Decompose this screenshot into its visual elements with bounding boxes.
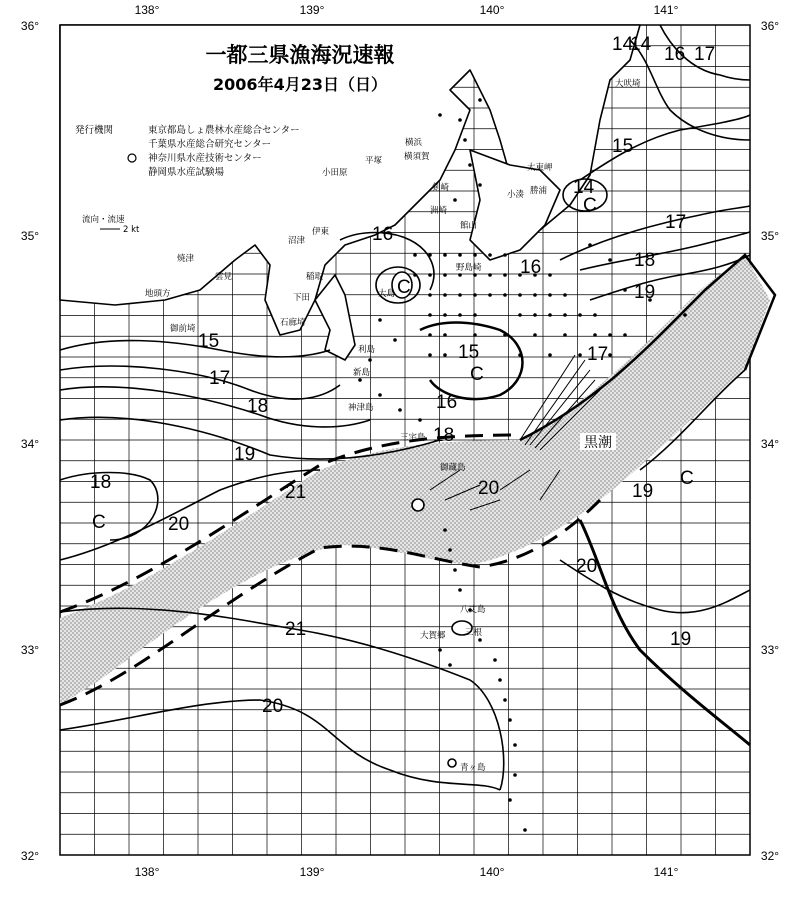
lat-label-left: 32° bbox=[20, 849, 40, 863]
station-dot bbox=[518, 313, 522, 317]
station-dot bbox=[488, 293, 492, 297]
place-label: 神津島 bbox=[348, 403, 374, 413]
station-dot bbox=[563, 293, 567, 297]
station-dot bbox=[378, 318, 382, 322]
isotherm-label: 14 bbox=[630, 34, 652, 55]
place-label: 三宅島 bbox=[400, 433, 426, 443]
station-dot bbox=[468, 163, 472, 167]
station-dot bbox=[428, 353, 432, 357]
isotherm-label: 14 bbox=[612, 34, 634, 55]
station-dot bbox=[473, 333, 477, 337]
station-dot bbox=[548, 273, 552, 277]
station-dot bbox=[608, 353, 612, 357]
place-label: 館山 bbox=[460, 221, 478, 231]
cold-water-marker: C bbox=[680, 468, 694, 489]
place-label: 伊東 bbox=[312, 227, 330, 237]
isotherm-label: 18 bbox=[634, 250, 656, 271]
station-dot bbox=[413, 253, 417, 257]
station-dot bbox=[443, 313, 447, 317]
station-dot bbox=[493, 658, 497, 662]
station-dot bbox=[478, 638, 482, 642]
station-dot bbox=[498, 678, 502, 682]
place-label: 下田 bbox=[293, 293, 311, 303]
lat-label-left: 36° bbox=[20, 19, 40, 33]
isotherm-label: 16 bbox=[436, 392, 458, 413]
map-title: 一都三県漁海況速報 bbox=[205, 43, 395, 67]
station-dot bbox=[443, 353, 447, 357]
lon-label-bottom: 141° bbox=[653, 865, 679, 879]
cold-water-marker: C bbox=[397, 277, 411, 298]
lat-label-right: 35° bbox=[760, 229, 780, 243]
isotherm-label: 15 bbox=[612, 136, 634, 157]
station-dot bbox=[443, 273, 447, 277]
place-label: 小田原 bbox=[322, 168, 348, 178]
place-label: 大吠埼 bbox=[615, 79, 641, 89]
station-dot bbox=[463, 138, 467, 142]
place-label: 八丈島 bbox=[460, 605, 486, 615]
station-dot bbox=[503, 293, 507, 297]
lat-label-right: 32° bbox=[760, 849, 780, 863]
station-dot bbox=[393, 338, 397, 342]
isotherm-label: 15 bbox=[198, 331, 220, 352]
place-label: 剣崎 bbox=[432, 183, 450, 193]
isotherm-label: 19 bbox=[670, 629, 692, 650]
station-dot bbox=[378, 393, 382, 397]
org-label: 発行機関 bbox=[75, 125, 114, 136]
lat-label-left: 33° bbox=[20, 643, 40, 657]
station-dot bbox=[428, 313, 432, 317]
station-dot bbox=[533, 333, 537, 337]
miyakejima-island bbox=[412, 499, 424, 511]
place-label: 野島崎 bbox=[456, 263, 482, 273]
place-label: 青ヶ島 bbox=[460, 763, 486, 773]
isotherm-label: 20 bbox=[168, 514, 190, 535]
place-label: 小湊 bbox=[507, 190, 525, 200]
station-dot bbox=[623, 288, 627, 292]
station-dot bbox=[398, 408, 402, 412]
station-dot bbox=[453, 568, 457, 572]
station-dot bbox=[448, 663, 452, 667]
current-legend-scale: 2 kt bbox=[123, 225, 140, 235]
isotherm-label: 16 bbox=[664, 44, 686, 65]
station-dot bbox=[443, 253, 447, 257]
station-dot bbox=[443, 333, 447, 337]
cold-water-marker: C bbox=[92, 512, 106, 533]
isotherm-label: 21 bbox=[285, 482, 307, 503]
station-dot bbox=[438, 113, 442, 117]
station-dot bbox=[428, 293, 432, 297]
station-dot bbox=[578, 353, 582, 357]
lon-label-top: 140° bbox=[479, 3, 505, 17]
station-dot bbox=[438, 648, 442, 652]
station-dot bbox=[508, 718, 512, 722]
place-label: 太東岬 bbox=[527, 163, 553, 173]
isotherm-label: 19 bbox=[234, 444, 256, 465]
isotherm-label: 16 bbox=[520, 257, 542, 278]
isotherm-label: 21 bbox=[285, 619, 307, 640]
org-tokyo: 東京都島しょ農林水産総合センター bbox=[148, 125, 300, 136]
lon-label-bottom: 140° bbox=[479, 865, 505, 879]
station-dot bbox=[608, 258, 612, 262]
place-label: 焼津 bbox=[177, 254, 195, 264]
station-dot bbox=[458, 588, 462, 592]
station-dot bbox=[488, 253, 492, 257]
lat-label-left: 35° bbox=[20, 229, 40, 243]
org-shizuoka: 静岡県水産試験場 bbox=[148, 167, 225, 178]
isotherm-label: 20 bbox=[576, 556, 598, 577]
station-dot bbox=[503, 253, 507, 257]
place-label: 御蔵島 bbox=[440, 463, 466, 473]
station-dot bbox=[523, 828, 527, 832]
isotherm-label: 18 bbox=[90, 472, 112, 493]
place-label: 横須賀 bbox=[404, 152, 430, 162]
station-dot bbox=[513, 743, 517, 747]
current-legend-label: 流向・流速 bbox=[82, 215, 125, 225]
station-dot bbox=[518, 293, 522, 297]
lon-label-top: 139° bbox=[299, 3, 325, 17]
org-kanagawa-marker-icon bbox=[128, 154, 136, 162]
org-chiba: 千葉県水産総合研究センター bbox=[148, 139, 272, 150]
station-dot bbox=[488, 273, 492, 277]
lon-label-bottom: 139° bbox=[299, 865, 325, 879]
place-label: 石廊埼 bbox=[280, 318, 306, 328]
station-dot bbox=[448, 548, 452, 552]
place-label: 勝浦 bbox=[530, 186, 548, 196]
isotherm-label: 20 bbox=[478, 478, 500, 499]
lon-label-top: 141° bbox=[653, 3, 679, 17]
lat-label-right: 33° bbox=[760, 643, 780, 657]
station-dot bbox=[548, 313, 552, 317]
station-dot bbox=[458, 253, 462, 257]
lat-label-right: 36° bbox=[760, 19, 780, 33]
station-dot bbox=[458, 293, 462, 297]
isotherm-label: 17 bbox=[209, 368, 231, 389]
station-dot bbox=[593, 333, 597, 337]
isotherm-label: 17 bbox=[665, 212, 687, 233]
aogashima-island bbox=[448, 759, 456, 767]
station-dot bbox=[473, 293, 477, 297]
isotherm-label: 17 bbox=[587, 344, 609, 365]
place-label: 地頭方 bbox=[145, 289, 171, 299]
isotherm-label: 14 bbox=[573, 177, 595, 198]
station-dot bbox=[513, 773, 517, 777]
map-date: 2006年4月23日（日） bbox=[213, 75, 387, 94]
place-label: 大賀郷 bbox=[420, 631, 446, 641]
station-dot bbox=[548, 293, 552, 297]
place-label: 稲取 bbox=[306, 272, 324, 282]
lon-label-top: 138° bbox=[134, 3, 160, 17]
station-dot bbox=[428, 253, 432, 257]
isotherm-label: 20 bbox=[262, 696, 284, 717]
station-dot bbox=[503, 698, 507, 702]
org-kanagawa: 神奈川県水産技術センター bbox=[148, 153, 262, 164]
station-dot bbox=[458, 313, 462, 317]
place-label: 新島 bbox=[353, 368, 371, 378]
place-label: 平塚 bbox=[365, 156, 383, 166]
isotherm-label: 19 bbox=[632, 481, 654, 502]
isotherm-label: 15 bbox=[458, 342, 480, 363]
cold-water-marker: C bbox=[583, 195, 597, 216]
lon-label-bottom: 138° bbox=[134, 865, 160, 879]
station-dot bbox=[473, 273, 477, 277]
kuroshio-label: 黒潮 bbox=[584, 435, 612, 451]
lat-label-right: 34° bbox=[760, 437, 780, 451]
place-label: 沼津 bbox=[288, 236, 306, 246]
station-dot bbox=[473, 253, 477, 257]
isotherm-label: 18 bbox=[433, 425, 455, 446]
station-dot bbox=[608, 333, 612, 337]
station-dot bbox=[428, 273, 432, 277]
station-dot bbox=[443, 293, 447, 297]
place-label: 雲見 bbox=[215, 272, 233, 282]
station-dot bbox=[443, 528, 447, 532]
station-dot bbox=[418, 418, 422, 422]
station-dot bbox=[563, 313, 567, 317]
lat-label-left: 34° bbox=[20, 437, 40, 451]
place-label: 大島 bbox=[378, 289, 396, 299]
isotherm-label: 19 bbox=[634, 282, 656, 303]
station-dot bbox=[533, 293, 537, 297]
place-label: 三根 bbox=[465, 628, 483, 638]
station-dot bbox=[473, 313, 477, 317]
station-dot bbox=[458, 118, 462, 122]
place-label: 洲崎 bbox=[430, 206, 448, 216]
place-label: 横浜 bbox=[405, 138, 423, 148]
station-dot bbox=[593, 313, 597, 317]
station-dot bbox=[458, 273, 462, 277]
cold-water-marker: C bbox=[470, 364, 484, 385]
station-dot bbox=[503, 333, 507, 337]
station-dot bbox=[533, 313, 537, 317]
station-dot bbox=[508, 798, 512, 802]
station-dot bbox=[413, 273, 417, 277]
station-dot bbox=[453, 198, 457, 202]
station-dot bbox=[518, 353, 522, 357]
station-dot bbox=[478, 98, 482, 102]
station-dot bbox=[428, 333, 432, 337]
place-label: 御前埼 bbox=[170, 324, 196, 334]
station-dot bbox=[563, 333, 567, 337]
station-dot bbox=[358, 378, 362, 382]
station-dot bbox=[683, 313, 687, 317]
station-dot bbox=[578, 313, 582, 317]
station-dot bbox=[588, 243, 592, 247]
isotherm-label: 16 bbox=[372, 224, 394, 245]
place-label: 利島 bbox=[358, 345, 376, 355]
station-dot bbox=[478, 183, 482, 187]
isotherm-label: 18 bbox=[247, 396, 269, 417]
station-dot bbox=[548, 353, 552, 357]
station-dot bbox=[368, 358, 372, 362]
station-dot bbox=[503, 273, 507, 277]
station-dot bbox=[623, 333, 627, 337]
isotherm-label: 17 bbox=[694, 44, 716, 65]
